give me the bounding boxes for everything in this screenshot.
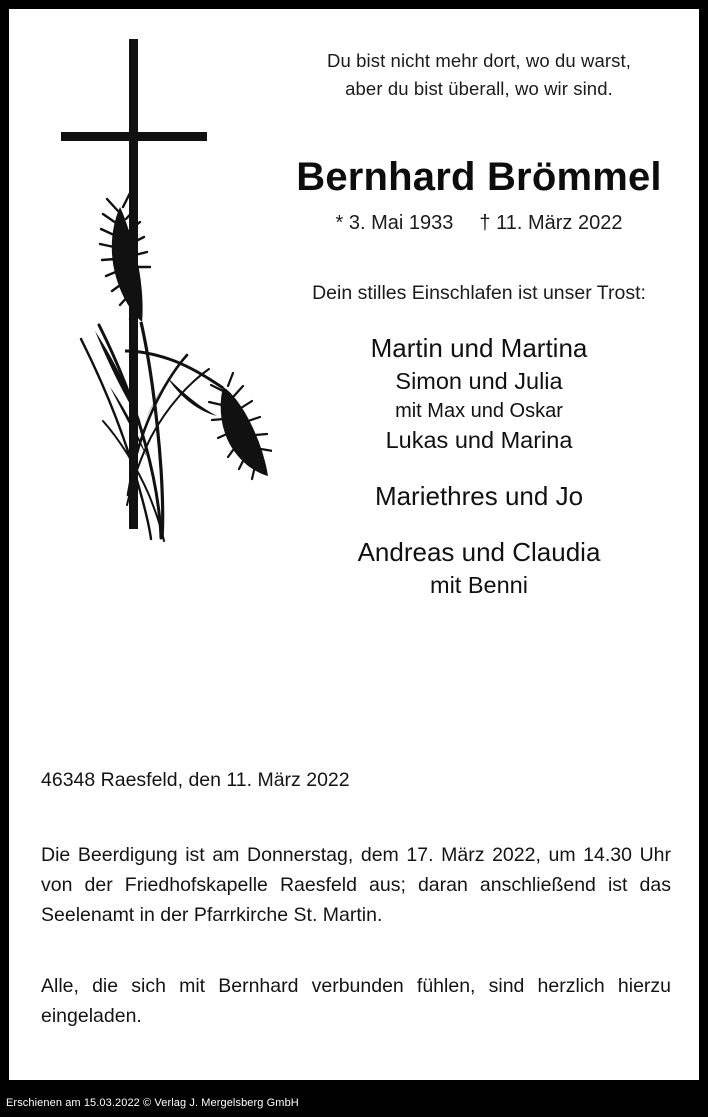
family-line: mit Max und Oskar (395, 400, 563, 423)
family-list (279, 331, 679, 601)
family-group (279, 331, 679, 457)
family-line: Andreas und Claudia (357, 537, 601, 568)
obituary-bottom-block (41, 769, 671, 1031)
cross-with-wheat-icon (37, 39, 272, 549)
obituary-card (9, 9, 699, 1080)
motto-line-1: Du bist nicht mehr dort, wo du warst, (327, 50, 631, 71)
family-line: mit Benni (430, 571, 528, 598)
motto (279, 47, 679, 103)
family-group (279, 479, 679, 513)
deceased-name: Bernhard Brömmel (296, 155, 662, 200)
birth-date: * 3. Mai 1933 (335, 212, 454, 235)
obituary-text-column (279, 47, 679, 601)
funeral-details: Die Beerdigung ist am Donnerstag, dem 17. März 2022, um 14.30 Uhr von der Friedhofskapelle Raesfeld aus; daran anschließend ist das Seelenamt in der Pfarrkirche St. Martin. (41, 844, 671, 927)
consolation-line: Dein stilles Einschlafen ist unser Trost: (312, 282, 646, 305)
life-dates (279, 212, 679, 235)
publication-footer-text: Erschienen am 15.03.2022 © Verlag J. Mergelsberg GmbH (6, 1097, 299, 1109)
motto-line-2: aber du bist überall, wo wir sind. (345, 78, 613, 100)
family-line: Mariethres und Jo (374, 480, 584, 511)
publication-footer (0, 1089, 708, 1117)
place-and-date: 46348 Raesfeld, den 11. März 2022 (41, 769, 350, 791)
family-line: Lukas und Marina (385, 427, 573, 454)
death-date: † 11. März 2022 (479, 212, 623, 235)
family-line: Martin und Martina (370, 333, 588, 364)
family-group (279, 535, 679, 601)
family-line: Simon und Julia (395, 367, 563, 394)
invitation-text: Alle, die sich mit Bernhard verbunden fühlen, sind herzlich hierzu eingeladen. (41, 974, 671, 1027)
